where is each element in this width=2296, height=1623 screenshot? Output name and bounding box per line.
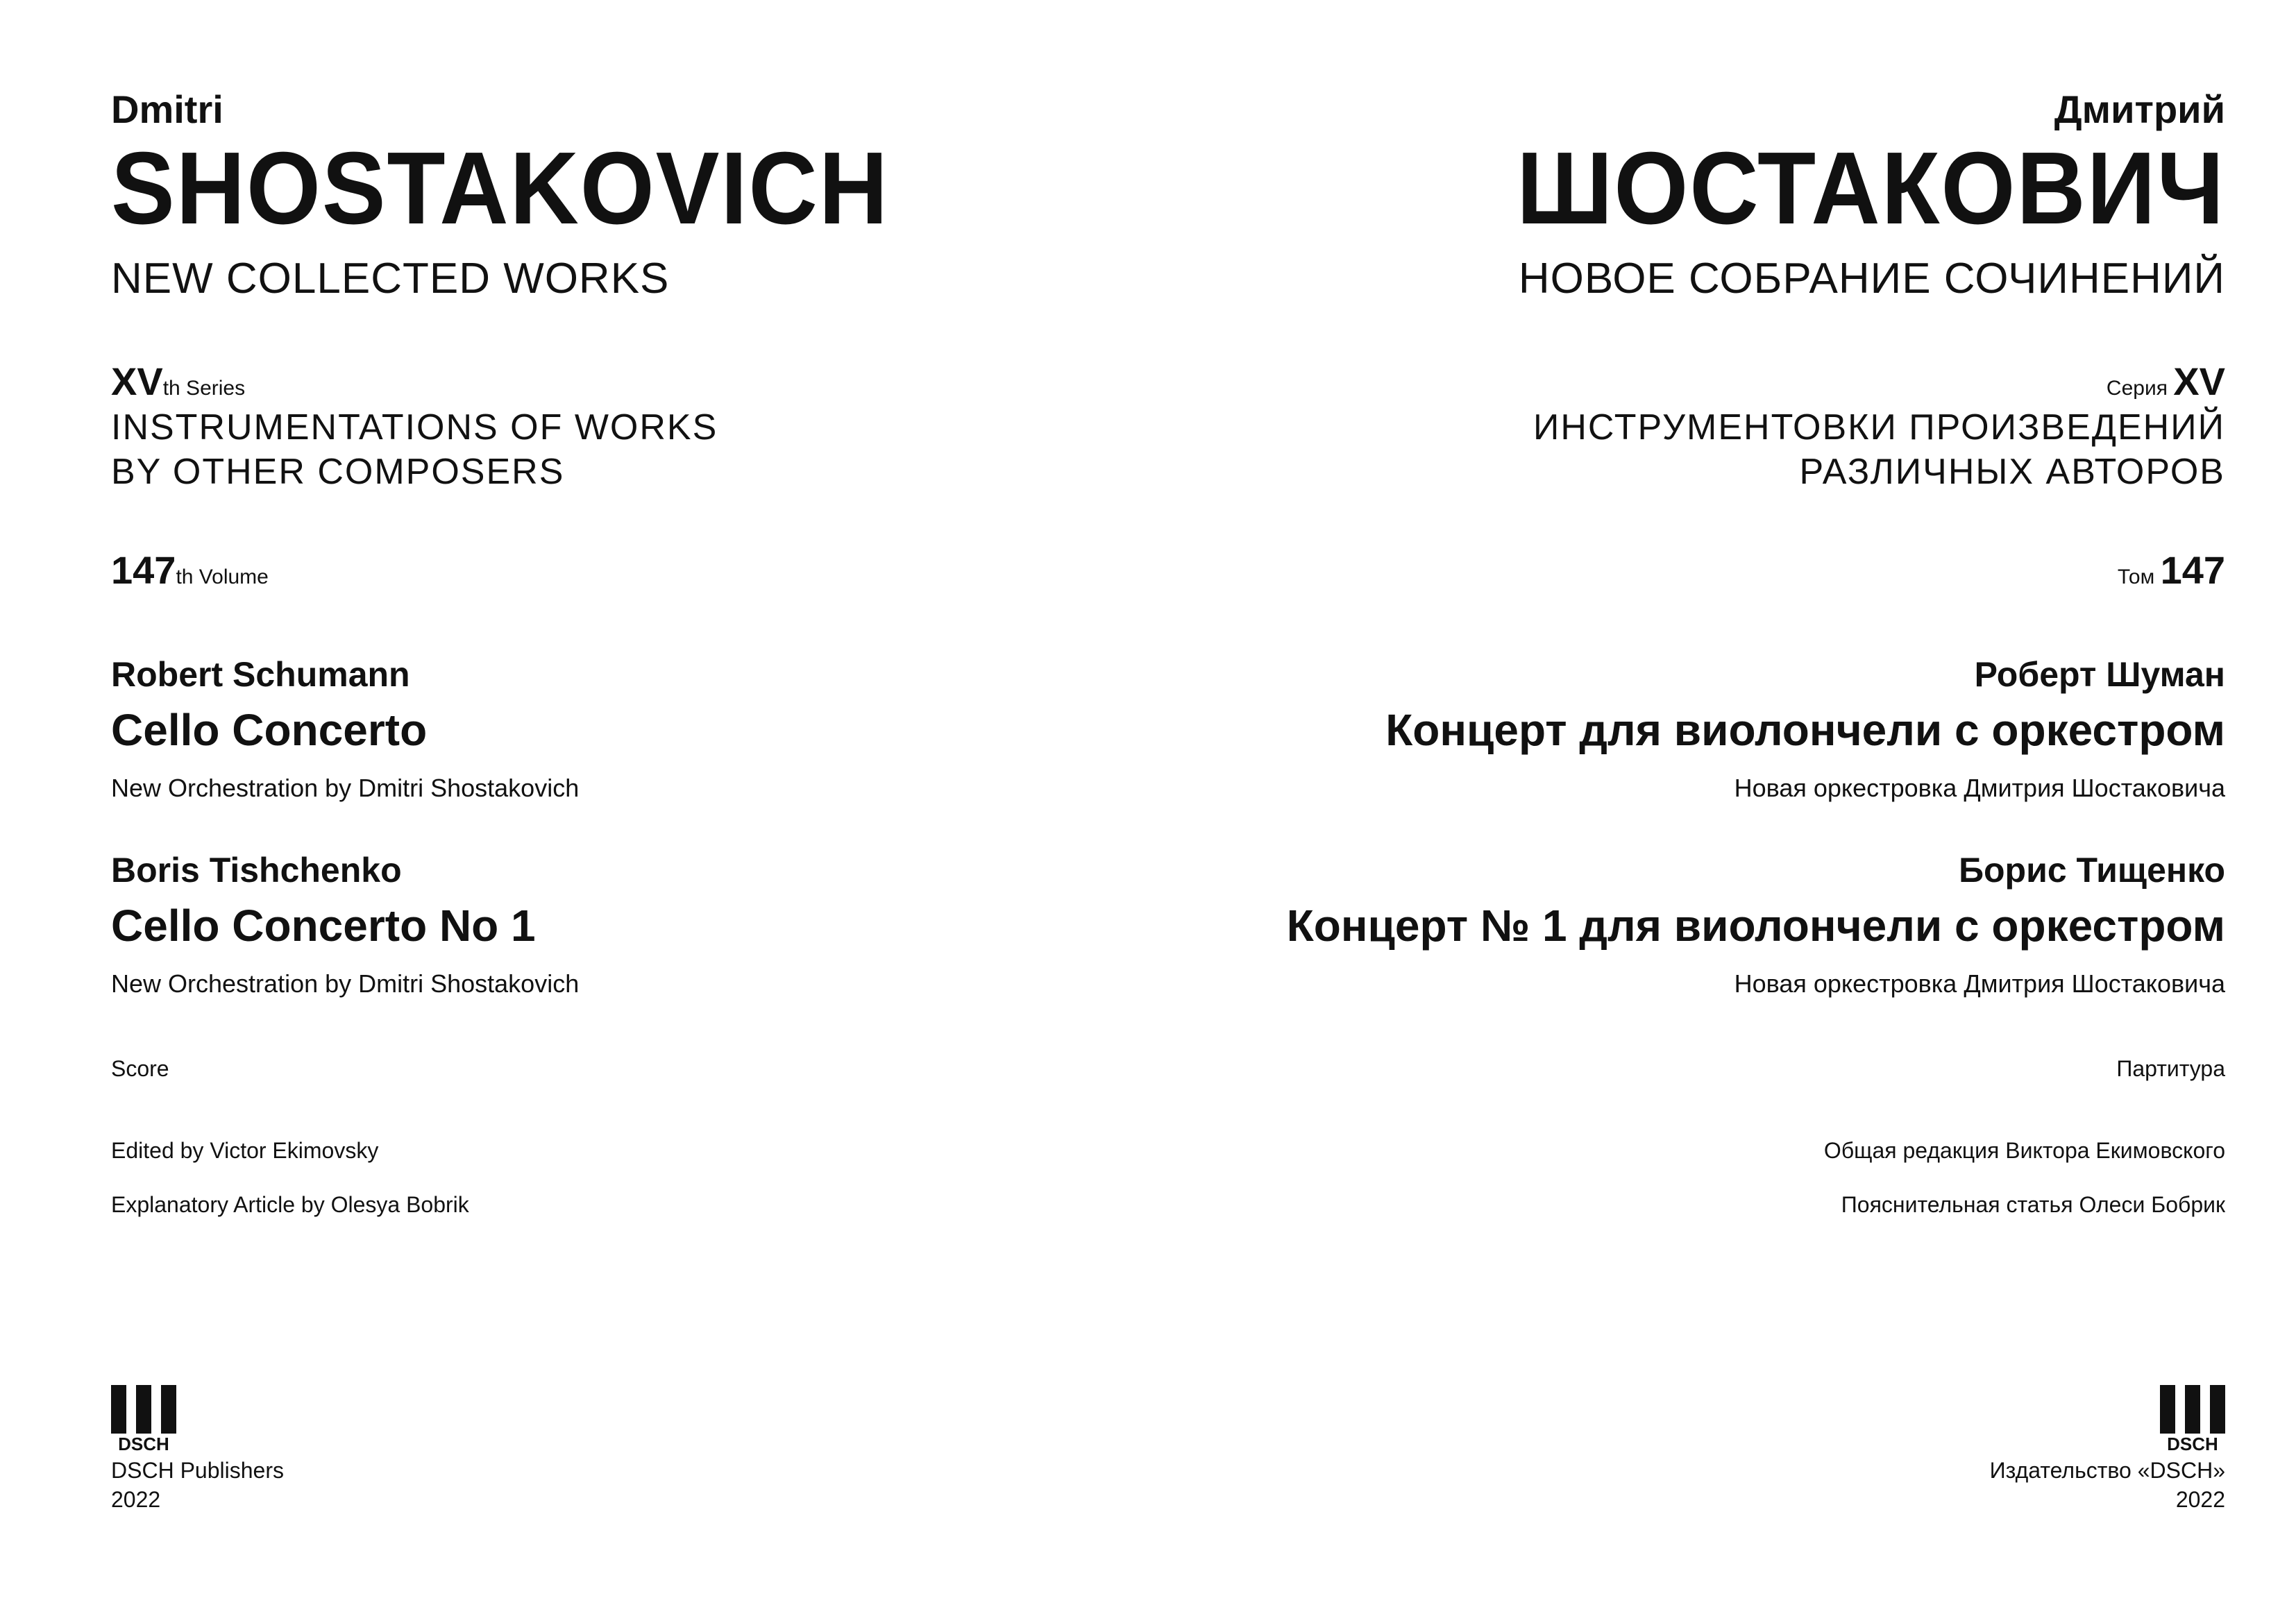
series-label [1142, 361, 2225, 409]
composer-first-name: Dmitri [111, 87, 223, 131]
collection-title: НОВОЕ СОБРАНИЕ СОЧИНЕНИЙ [1518, 255, 2225, 303]
composer-last-name: ШОСТАКОВИЧ [1517, 131, 2225, 246]
logo-text: DSCH [2160, 1434, 2225, 1454]
score-label: Партитура [2116, 1056, 2225, 1081]
article-credit: Explanatory Article by Olesya Bobrik [111, 1192, 469, 1217]
work-title: Cello Concerto [111, 705, 428, 755]
volume-label [1142, 550, 2225, 598]
work-subtitle: Новая оркестровка Дмитрия Шостаковича [1734, 774, 2225, 802]
series-title-line: РАЗЛИЧНЫХ АВТОРОВ [1799, 452, 2225, 492]
series-suffix: th Series [162, 377, 246, 400]
score-label: Score [111, 1056, 169, 1081]
composer-last-name: SHOSTAKOVICH [111, 131, 889, 246]
series-title-line: ИНСТРУМЕНТОВКИ ПРОИЗВЕДЕНИЙ [1533, 407, 2225, 448]
article-credit: Пояснительная статья Олеси Бобрик [1841, 1192, 2225, 1217]
dsch-logo-icon [111, 1385, 176, 1456]
series-label [111, 361, 1194, 409]
series-prefix: Серия [2106, 377, 2168, 400]
english-title-column [111, 0, 1194, 1623]
series-title [1142, 405, 2225, 494]
work-title: Cello Concerto No 1 [111, 901, 536, 951]
publisher-name: Издательство «DSCH» [1989, 1458, 2225, 1483]
series-title-line: INSTRUMENTATIONS OF WORKS [111, 407, 718, 448]
work-subtitle: New Orchestration by Dmitri Shostakovich [111, 774, 580, 802]
work-title: Концерт № 1 для виолончели с оркестром [1286, 901, 2225, 951]
work-subtitle: New Orchestration by Dmitri Shostakovich [111, 969, 580, 998]
publication-year: 2022 [111, 1487, 161, 1512]
work-subtitle: Новая оркестровка Дмитрия Шостаковича [1734, 969, 2225, 998]
series-number: XV [111, 359, 163, 403]
series-title [111, 405, 1194, 494]
volume-label [111, 550, 1194, 598]
volume-number: 147 [111, 548, 176, 592]
dsch-logo-icon [2160, 1385, 2225, 1456]
series-number: XV [2173, 359, 2225, 403]
collection-title: NEW COLLECTED WORKS [111, 255, 670, 303]
editor-credit: Edited by Victor Ekimovsky [111, 1138, 379, 1163]
composer-first-name: Дмитрий [2054, 87, 2225, 131]
work-composer: Борис Тищенко [1959, 851, 2225, 890]
editor-credit: Общая редакция Виктора Екимовского [1823, 1138, 2225, 1163]
work-composer: Роберт Шуман [1974, 655, 2225, 694]
publication-year: 2022 [2175, 1487, 2225, 1512]
volume-number: 147 [2160, 548, 2225, 592]
series-title-line: BY OTHER COMPOSERS [111, 452, 565, 492]
work-composer: Boris Tishchenko [111, 851, 402, 890]
publisher-name: DSCH Publishers [111, 1458, 284, 1483]
volume-prefix: Том [2117, 566, 2155, 588]
russian-title-column [1142, 0, 2225, 1623]
work-title: Концерт для виолончели с оркестром [1385, 705, 2225, 755]
volume-suffix: th Volume [176, 566, 269, 588]
work-composer: Robert Schumann [111, 655, 410, 694]
logo-text: DSCH [111, 1434, 176, 1454]
